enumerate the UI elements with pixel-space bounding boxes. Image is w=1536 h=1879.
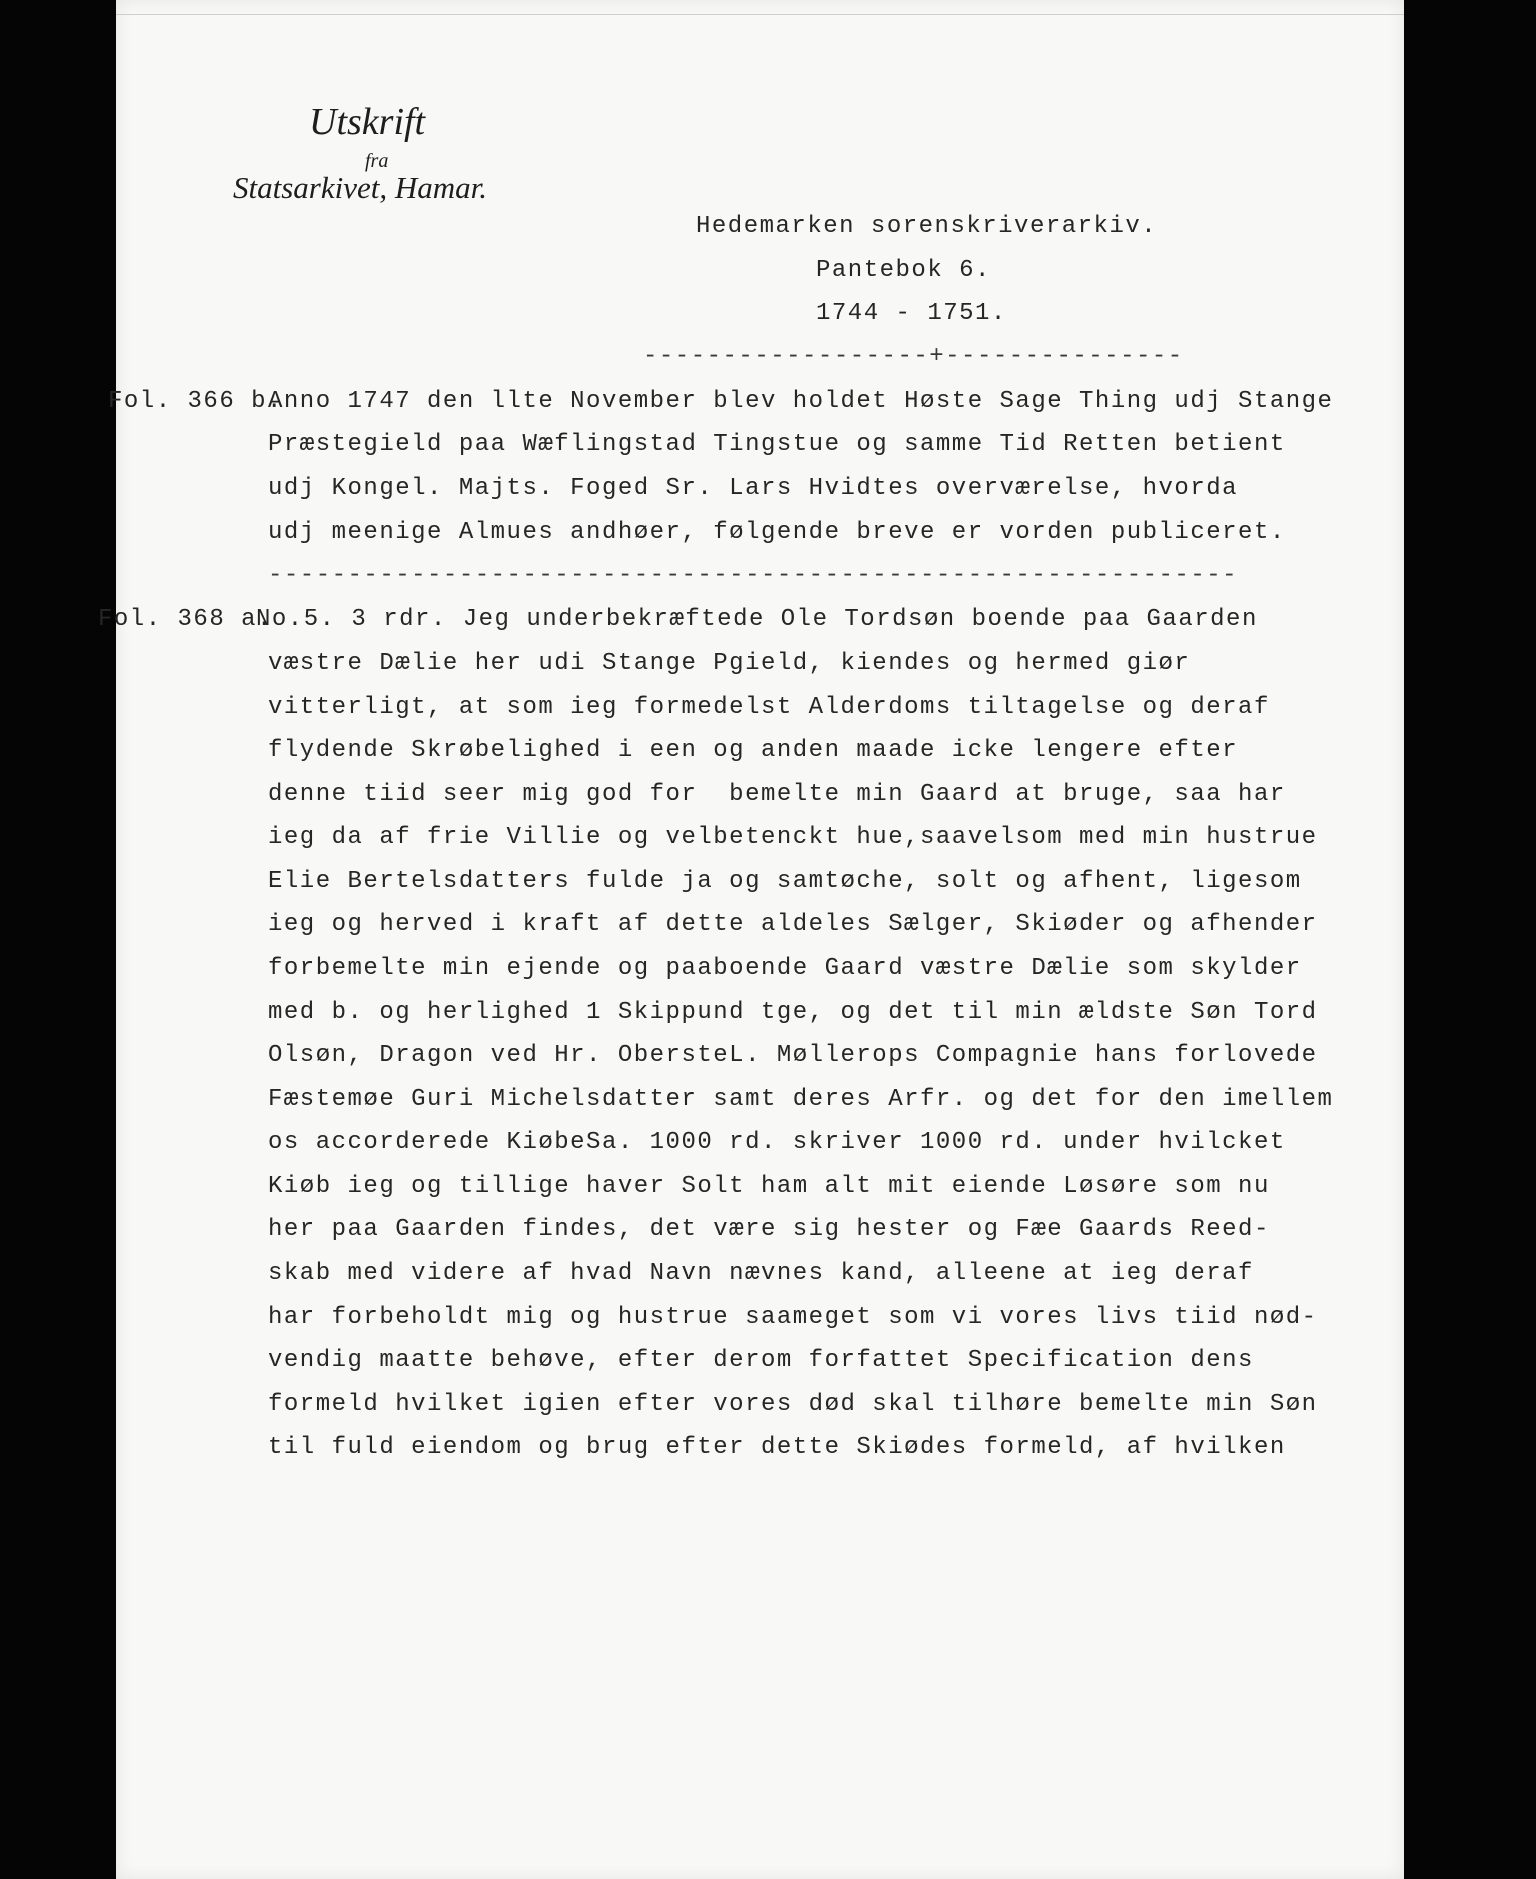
entry2-line: vitterligt, at som ieg formedelst Alderdoms tiltagelse og deraf xyxy=(268,694,1270,721)
entry2-first-line: No.5. 3 rdr. Jeg underbekræftede Ole Tordsøn boende paa Gaarden xyxy=(256,606,1258,633)
document-page xyxy=(98,0,1404,1879)
entry2-line: formeld hvilket igien efter vores død skal tilhøre bemelte min Søn xyxy=(268,1391,1318,1418)
entry1-line: Præstegield paa Wæflingstad Tingstue og samme Tid Retten betient xyxy=(268,431,1286,458)
entry2-line: har forbeholdt mig og hustrue saameget som vi vores livs tiid nød- xyxy=(268,1304,1318,1331)
entry2-line: flydende Skrøbelighed i een og anden maade icke lengere efter xyxy=(268,737,1239,764)
archive-name: Hedemarken sorenskriverarkiv. xyxy=(696,213,1158,240)
entry2-line: vendig maatte behøve, efter derom forfattet Specification dens xyxy=(268,1347,1254,1374)
entry2-line: denne tiid seer mig god for bemelte min Gaard at bruge, saa har xyxy=(268,781,1286,808)
stamp-archive: Statsarkivet, Hamar. xyxy=(233,170,488,205)
entry2-line: med b. og herlighed 1 Skippund tge, og det til min ældste Søn Tord xyxy=(268,999,1318,1026)
entry2-line: væstre Dælie her udi Stange Pgield, kiendes og hermed giør xyxy=(268,650,1191,677)
entry2-line: her paa Gaarden findes, det være sig hester og Fæe Gaards Reed- xyxy=(268,1216,1270,1243)
stamp-fra: fra xyxy=(365,150,389,172)
entry1-line: udj Kongel. Majts. Foged Sr. Lars Hvidtes overværelse, hvorda xyxy=(268,475,1239,502)
stamp-title: Utskrift xyxy=(309,101,426,143)
book-number: Pantebok 6. xyxy=(816,257,991,284)
entry2-line: ieg da af frie Villie og velbetenckt hue,saavelsom med min hustrue xyxy=(268,824,1318,851)
entry2-line: os accorderede KiøbeSa. 1000 rd. skriver 1000 rd. under hvilcket xyxy=(268,1129,1286,1156)
entry2-line: til fuld eiendom og brug efter dette Skiødes formeld, af hvilken xyxy=(268,1434,1286,1461)
entry2-line: skab med videre af hvad Navn nævnes kand, alleene at ieg deraf xyxy=(268,1260,1254,1287)
page-fold-line xyxy=(116,14,1404,15)
entry1-line: Anno 1747 den llte November blev holdet Høste Sage Thing udj Stange xyxy=(268,388,1334,415)
entry1-line: udj meenige Almues andhøer, følgende breve er vorden publiceret. xyxy=(268,519,1286,546)
entry2-line: Elie Bertelsdatters fulde ja og samtøche, solt og afhent, ligesom xyxy=(268,868,1302,895)
divider-top: ------------------+--------------- xyxy=(643,343,1184,370)
entry2-line: Kiøb ieg og tillige haver Solt ham alt mit eiende Løsøre som nu xyxy=(268,1173,1270,1200)
entry2-line: ieg og herved i kraft af dette aldeles Sælger, Skiøder og afhender xyxy=(268,911,1318,938)
year-range: 1744 - 1751. xyxy=(816,300,1007,327)
folio-368a: Fol. 368 a. xyxy=(98,606,273,633)
entry2-line: Olsøn, Dragon ved Hr. ObersteL. Møllerops Compagnie hans forlovede xyxy=(268,1042,1318,1069)
entry2-line: Fæstemøe Guri Michelsdatter samt deres Arfr. og det for den imellem xyxy=(268,1086,1334,1113)
folio-366b: Fol. 366 b. xyxy=(108,388,283,415)
divider-middle: ------------------------------------------------------------- xyxy=(268,562,1239,589)
entry2-line: forbemelte min ejende og paaboende Gaard væstre Dælie som skylder xyxy=(268,955,1302,982)
